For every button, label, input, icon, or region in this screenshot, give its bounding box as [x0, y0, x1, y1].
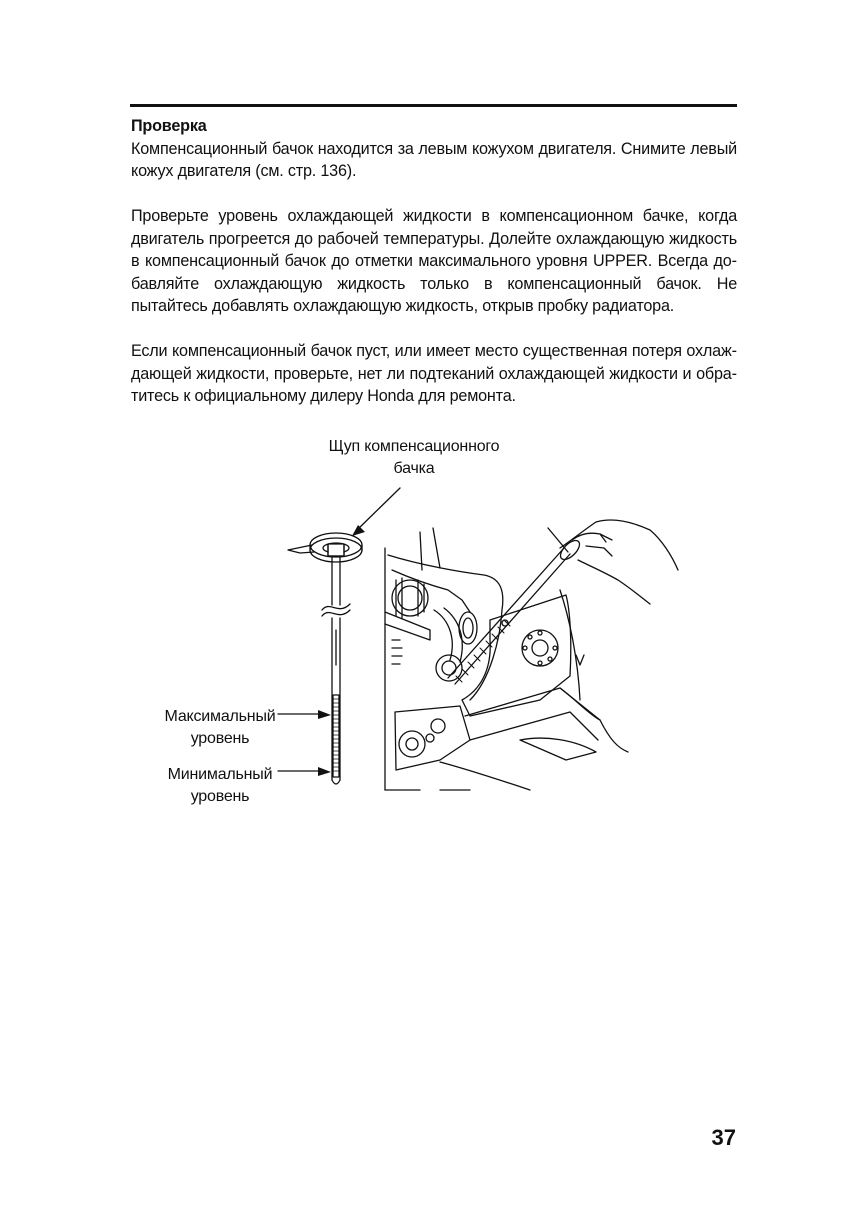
- paragraph-location: Компенсационный бачок находится за левым кожухом двигателя. Снимите левый кожух двигателя (см. стр. 136).: [131, 139, 737, 180]
- dipstick-caption: [308, 436, 520, 480]
- section-heading: Проверка: [131, 117, 207, 135]
- min-level-caption: [150, 764, 290, 808]
- max-level-caption-line2: уровень: [190, 730, 250, 747]
- dipstick-in-hand-drawing: [448, 528, 583, 684]
- paragraph-leak-warning: Если компенсационный бачок пуст, или имеет место существенная потеря охлаждающей жидкости, проверьте, нет ли подтеканий охлаждающей жидкости и обратитесь к официальному дилеру Honda для ремонта.: [131, 342, 737, 405]
- hand-drawing: [560, 520, 678, 604]
- dipstick-leader-arrow: [352, 488, 400, 536]
- engine-compartment-drawing: [385, 528, 628, 790]
- dipstick-caption-line2: бачка: [393, 460, 435, 477]
- page-number: 37: [711, 1125, 736, 1150]
- max-level-caption-line1: Максимальный: [164, 708, 276, 725]
- paragraph-check-level: Проверьте уровень охлаждающей жидкости в компенсационном бачке, когда двигатель прогреется до рабочей температуры. Долейте охлаждающую жидкость в компенсационный бачок до отметки максимального уровня UPPER. Всегда добавляйте охлаждающую жидкость только в компенсационный бачок. Не пытайтесь добавлять охлаждающую жидкость, открыв пробку радиатора.: [131, 207, 737, 315]
- min-level-caption-line1: Минимальный: [167, 766, 273, 783]
- max-level-caption: [150, 706, 290, 750]
- min-level-caption-line2: уровень: [190, 788, 250, 805]
- dipstick-drawing: [288, 533, 362, 784]
- dipstick-caption-line1: Щуп компенсационного: [328, 438, 500, 455]
